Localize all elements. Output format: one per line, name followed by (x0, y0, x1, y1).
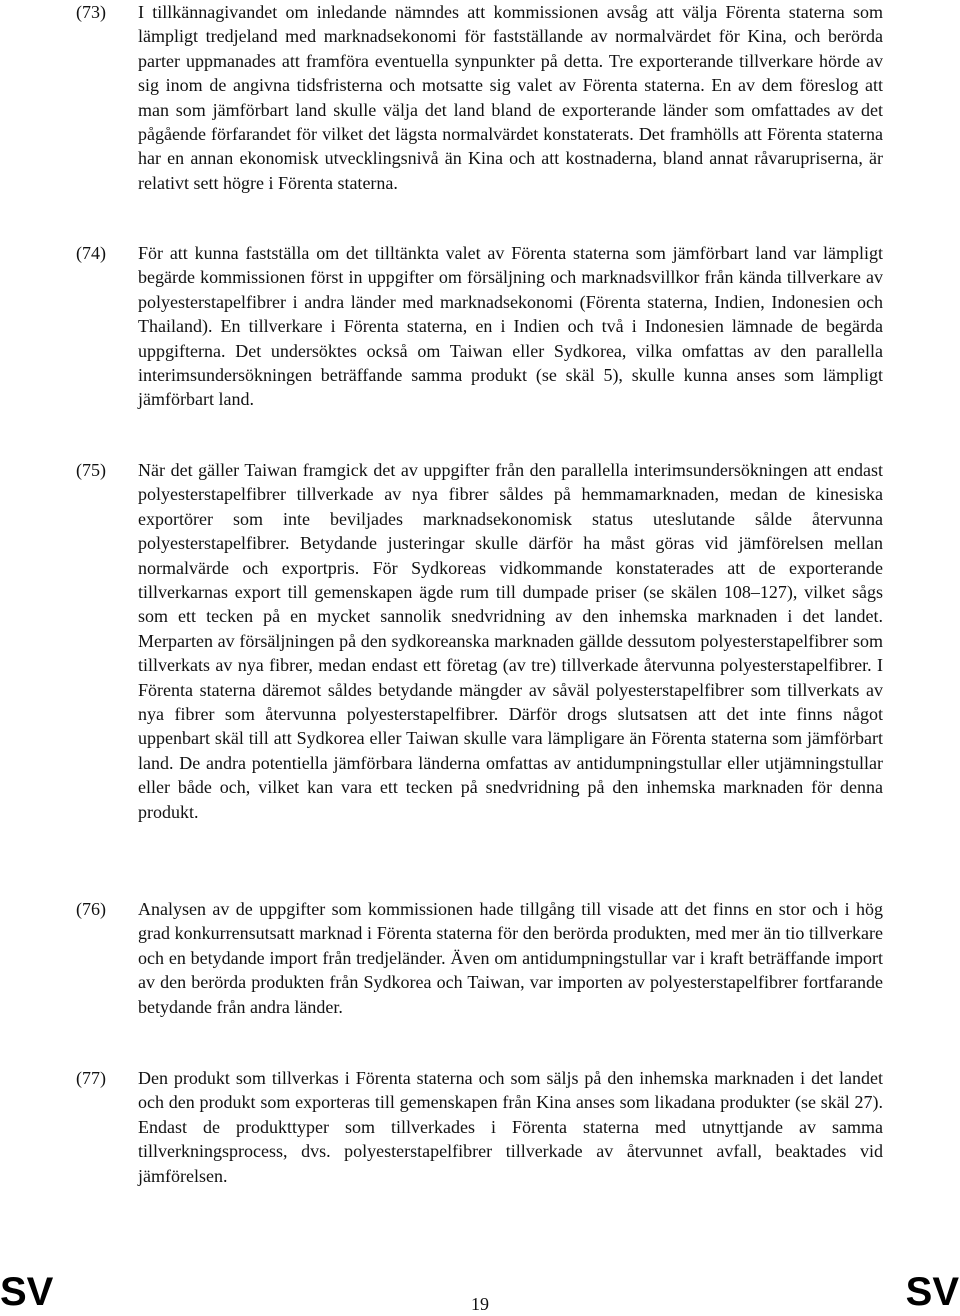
paragraph-text: Den produkt som tillverkas i Förenta staterna och som säljs på den inhemska marknaden i det landet och den produkt som exporteras till gemenskapen från Kina anses som likadana produkter (se skäl 27). Endast de produkttyper som tillverkades i Förenta staterna med utnyttjande av samma tillverkningsprocess, dvs. polyesterstapelfibrer tillverkade av återvunnet avfall, beaktades vid jämförelsen. (138, 1068, 883, 1186)
footer-language-left: SV (0, 1270, 54, 1314)
paragraph-text: För att kunna fastställa om det tilltänkta valet av Förenta staterna som jämförbart land var lämpligt begärde kommissionen först in uppgifter om försäljning och marknadsvillkor från kända tillverkare av polyesterstapelfibrer i andra länder med marknadsekonomi (Förenta staterna, Indien, Indonesien och Thailand). En tillverkare i Förenta staterna, en i Indien och två i Indonesien lämnade de begärda uppgifterna. Det undersöktes också om Taiwan eller Sydkorea, vilka omfattas av den parallella interimsundersökningen beträffande samma produkt (se skäl 5), skulle kunna anses som lämpligt jämförbart land. (138, 243, 883, 410)
paragraph-number: (73) (76, 2, 106, 22)
paragraph-number: (76) (76, 899, 106, 919)
page-number: 19 (471, 1294, 489, 1314)
footer-language-right: SV (905, 1270, 959, 1314)
paragraph-text: I tillkännagivandet om inledande nämndes att kommissionen avsåg att välja Förenta staterna som lämpligt tredjeland med marknadsekonomi för fastställande av normalvärdet för Kina, och berörda parter uppmanades att framföra eventuella synpunkter på detta. Tre exporterande tillverkare hörde av sig inom de angivna tidsfristerna och motsatte sig valet av Förenta staterna. En av dem föreslog att man som jämförbart land skulle välja det land bland de exporterande länder som omfattades av det pågående förfarandet för vilket det lägsta normalvärdet konstaterats. Det framhölls att Förenta staterna har en annan ekonomisk utvecklingsnivå än Kina och att kostnaderna, bland annat råvarupriserna, är relativt sett högre i Förenta staterna. (138, 2, 883, 193)
paragraph-text: Analysen av de uppgifter som kommissionen hade tillgång till visade att det finns en stor och i hög grad konkurrensutsatt marknad i Förenta staterna för den berörda produkten, med mer än tio tillverkare och en betydande import från tredjeländer. Även om antidumpningstullar var i kraft beträffande import av den berörda produkten från Sydkorea och Taiwan, var importen av polyesterstapelfibrer fortfarande betydande från andra länder. (138, 899, 883, 1017)
paragraph-text: När det gäller Taiwan framgick det av uppgifter från den parallella interimsundersökningen att endast polyesterstapelfibrer tillverkade av nya fibrer såldes på hemmamarknaden, medan de kinesiska exportörer som inte beviljades marknadsekonomisk status uteslutande sålde återvunna polyesterstapelfibrer. Betydande justeringar skulle därför ha måst göras vid jämförelsen mellan normalvärde och exportpris. För Sydkoreas vidkommande konstaterades att de exporterande tillverkarnas export till gemenskapen ägde rum till dumpade priser (se skälen 108–127), vilket sågs som ett tecken på en mycket sannolik snedvridning av den inhemska marknaden i det landet. Merparten av försäljningen på den sydkoreanska marknaden gällde dessutom polyesterstapelfibrer som tillverkats av nya fibrer, medan endast ett företag (av tre) tillverkade återvunna polyesterstapelfibrer. I Förenta staterna däremot såldes betydande mängder av såväl polyesterstapelfibrer som tillverkats av nya fibrer som återvunna polyesterstapelfibrer. Därför drogs slutsatsen att det inte finns något uppenbart skäl till att Sydkorea eller Taiwan skulle vara lämpligare än Förenta staterna som jämförbart land. De andra potentiella jämförbara länderna omfattas av antidumpningstullar eller utjämningstullar eller både och, vilket kan vara ett tecken på snedvridning på den inhemska marknaden för denna produkt. (138, 460, 883, 822)
paragraph-number: (77) (76, 1068, 106, 1088)
paragraph-number: (75) (76, 460, 106, 480)
paragraph-number: (74) (76, 243, 106, 263)
